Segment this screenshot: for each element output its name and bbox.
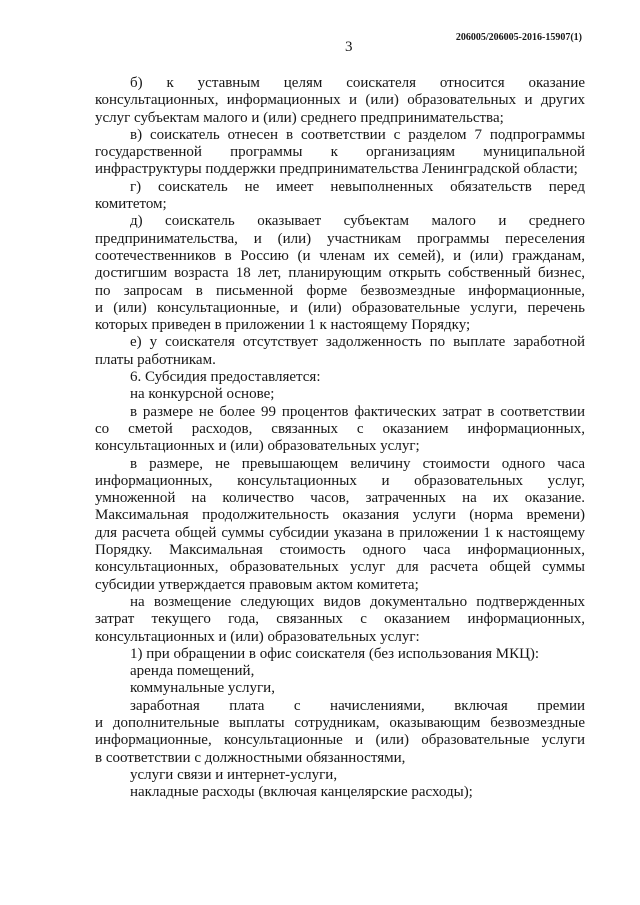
- paragraph-d: [95, 213, 585, 334]
- text-line: б) к уставным целям соискателя относится оказание: [130, 75, 585, 91]
- text-line: 6. Субсидия предоставляется:: [130, 369, 321, 386]
- paragraph-g: [95, 179, 585, 214]
- document-number: 206005/206005-2016-15907(1): [455, 32, 582, 43]
- text-line: на возмещение следующих видов документально подтвержденных: [130, 593, 585, 610]
- text-line: 1) при обращении в офис соискателя (без использования МКЦ):: [130, 645, 540, 662]
- text-line: государственной программы к организациям муниципальной: [95, 144, 585, 161]
- text-line: информационных, консультационных и образовательных услуг,: [95, 472, 585, 489]
- text-line: платы работникам.: [95, 351, 216, 368]
- text-line: инфраструктуры поддержки предпринимательства Ленинградской области;: [95, 161, 578, 178]
- list-item-overhead: [95, 784, 585, 801]
- section-6-heading: [95, 369, 585, 386]
- text-line: консультационных, информационных и (или) образовательных и других: [95, 92, 585, 109]
- text-line: услуг субъектам малого и (или) среднего предпринимательства;: [95, 109, 504, 126]
- text-line: консультационных и (или) образовательных услуг;: [95, 438, 420, 455]
- text-line: услуги связи и интернет-услуги,: [130, 766, 338, 783]
- text-line: информационные, консультационные и (или) образовательные услуги: [95, 732, 585, 749]
- text-line: е) у соискателя отсутствует задолженность по выплате заработной: [130, 334, 585, 351]
- list-item-communications: [95, 767, 585, 784]
- text-line: предпринимательства, и (или) участникам программы переселения: [95, 230, 585, 247]
- list-item-rent: [95, 663, 585, 680]
- text-line: умноженной на количество часов, затраченных на их оказание.: [95, 490, 585, 507]
- text-line: накладные расходы (включая канцелярские расходы);: [130, 784, 473, 801]
- text-line: коммунальные услуги,: [130, 680, 275, 697]
- text-line: в) соискатель отнесен в соответствии с разделом 7 подпрограммы: [130, 126, 585, 143]
- paragraph-hourly-cost: [95, 456, 585, 594]
- paragraph-e: [95, 334, 585, 369]
- text-line: д) соискатель оказывает субъектам малого и среднего: [130, 213, 585, 230]
- list-item-utilities: [95, 680, 585, 697]
- paragraph-reimbursement: [95, 594, 585, 646]
- text-line: со сметой расходов, связанных с оказанием информационных,: [95, 420, 585, 437]
- text-line: Порядку. Максимальная стоимость одного часа информационных,: [95, 542, 585, 559]
- text-line: достигшим возраста 18 лет, планирующим открыть собственный бизнес,: [95, 265, 585, 282]
- text-line: г) соискатель не имеет невыполненных обязательств перед: [130, 178, 585, 195]
- text-line: субсидии утверждается правовым актом комитета;: [95, 576, 419, 593]
- text-line: которых приведен в приложении 1 к настоящему Порядку;: [95, 317, 471, 334]
- text-line: консультационных, образовательных услуг для расчета общей суммы: [95, 559, 585, 576]
- text-line: и дополнительные выплаты сотрудникам, оказывающим безвозмездные: [95, 714, 585, 731]
- text-line: в размере, не превышающем величину стоимости одного часа: [130, 455, 585, 472]
- text-line: в соответствии с должностными обязанностями,: [95, 749, 406, 766]
- page-number: 3: [345, 39, 353, 55]
- paragraph-v: [95, 127, 585, 179]
- document-body: [95, 75, 585, 801]
- text-line: в размере не более 99 процентов фактических затрат в соответствии: [130, 403, 585, 420]
- text-line: затрат текущего года, связанных с оказанием информационных,: [95, 611, 585, 628]
- list-item-office: [95, 646, 585, 663]
- text-line: и (или) консультационные, и (или) образовательные услуги, перечень: [95, 299, 585, 316]
- text-line: комитетом;: [95, 196, 167, 213]
- list-item-salary: [95, 698, 585, 767]
- text-line: Максимальная продолжительность оказания услуги (норма времени): [95, 507, 585, 524]
- text-line: по запросам в письменной форме безвозмездные информационные,: [95, 282, 585, 299]
- text-line: заработная плата с начислениями, включая премии: [130, 697, 585, 714]
- paragraph-competitive: [95, 386, 585, 403]
- paragraph-b: [95, 75, 585, 127]
- text-line: аренда помещений,: [130, 663, 255, 680]
- paragraph-99-percent: [95, 404, 585, 456]
- text-line: консультационных и (или) образовательных услуг:: [95, 628, 420, 645]
- text-line: на конкурсной основе;: [130, 386, 275, 403]
- text-line: соотечественников в Россию (и членам их семей), и (или) гражданам,: [95, 247, 585, 264]
- text-line: для расчета общей суммы субсидии указана в приложении 1 к настоящему: [95, 524, 585, 541]
